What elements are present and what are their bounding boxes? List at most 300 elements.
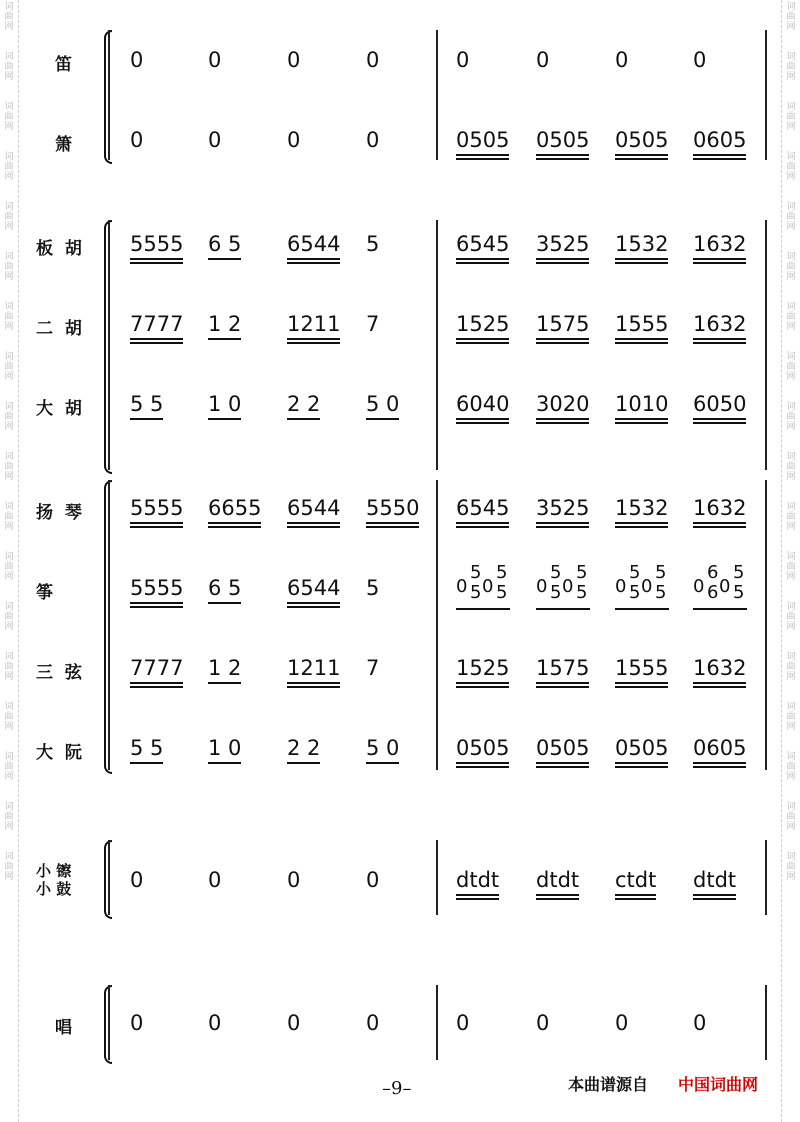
beam-underline [693,608,747,610]
note-group: 1632 [693,312,746,336]
watermark-char: 词 [4,302,14,312]
note-group: 1 0 [208,392,241,416]
watermark-char: 网 [786,322,796,332]
note-group: 1 2 [208,656,241,680]
beam-underline [615,762,668,764]
zheng-note: 5 [496,582,508,603]
watermark-char: 词 [786,202,796,212]
watermark-char: 曲 [786,312,796,322]
note-group: 0 [615,1011,629,1035]
note-group: 1575 [536,312,589,336]
note-group: 6040 [456,392,509,416]
beam-underline [287,522,340,524]
watermark-char: 网 [786,622,796,632]
beam-underline [456,342,509,344]
beam-underline [287,526,340,528]
note-group: 3020 [536,392,589,416]
beam-underline [456,154,509,156]
beam-underline [615,342,668,344]
note-group: 1211 [287,312,340,336]
beam-underline [456,682,509,684]
beam-underline [366,526,419,528]
watermark-char: 词 [786,552,796,562]
note-group: 5 0 [366,392,399,416]
watermark-char: 曲 [4,262,14,272]
watermark-char: 网 [786,822,796,832]
measure-barline [436,220,438,470]
zheng-note: 5 [733,582,745,603]
beam-underline [693,526,746,528]
beam-underline [456,158,509,160]
note-group: 5 [366,576,380,600]
watermark-char: 网 [786,272,796,282]
note-group: dtdt [693,868,736,892]
beam-underline [615,522,668,524]
watermark-char: 网 [786,722,796,732]
note-group: 5555 [130,576,183,600]
beam-underline [693,342,746,344]
watermark-char: 网 [4,472,14,482]
note-group: 0 [287,128,301,152]
note-group: 0 [130,128,144,152]
instrument-label: 二 胡 [36,319,82,339]
watermark-char: 网 [4,122,14,132]
watermark-char: 网 [4,222,14,232]
beam-underline [456,422,509,424]
measure-barline [436,30,438,160]
watermark-char: 词 [4,652,14,662]
system-end-barline [765,840,767,915]
note-group: 0 [693,48,707,72]
note-group: 5550 [366,496,419,520]
watermark-char: 曲 [786,762,796,772]
note-group: 0 [208,868,222,892]
instrument-label: 大 阮 [36,743,82,763]
watermark-char: 词 [786,352,796,362]
zheng-chord [536,564,596,610]
watermark-char: 曲 [4,462,14,472]
instrument-label: 扬 琴 [36,503,82,523]
beam-underline [287,682,340,684]
watermark-char: 词 [4,2,14,12]
beam-underline [615,258,668,260]
note-group: 0 [456,1011,470,1035]
instrument-label: 板 胡 [36,239,82,259]
beam-underline [130,762,163,764]
beam-underline [287,262,340,264]
watermark-char: 曲 [786,562,796,572]
beam-underline [287,258,340,260]
watermark-char: 词 [786,102,796,112]
watermark-char: 曲 [786,112,796,122]
beam-underline [615,418,668,420]
zheng-note: 5 [629,582,641,603]
system-end-barline [765,480,767,770]
beam-underline [208,418,241,420]
watermark-char: 网 [4,672,14,682]
note-group: 0 [208,128,222,152]
beam-underline [456,762,509,764]
watermark-char: 曲 [4,662,14,672]
beam-underline [130,418,163,420]
note-group: 0 [366,128,380,152]
note-group: 7777 [130,656,183,680]
watermark-char: 词 [786,402,796,412]
watermark-char: 曲 [4,862,14,872]
note-group: 2 2 [287,392,320,416]
note-group: 0 [287,868,301,892]
watermark-char: 网 [786,472,796,482]
beam-underline [693,418,746,420]
zheng-note: 5 [576,582,588,603]
watermark-char: 曲 [786,512,796,522]
beam-underline [693,338,746,340]
note-group: 0505 [615,128,668,152]
watermark-char: 词 [4,752,14,762]
beam-underline [536,154,589,156]
zheng-note: 0 [615,576,627,597]
note-group: 5 [366,232,380,256]
note-group: 6544 [287,576,340,600]
note-group: 1 0 [208,736,241,760]
instrument-label: 唱 [55,1018,72,1038]
beam-underline [536,262,589,264]
watermark-char: 曲 [4,12,14,22]
note-group: 7 [366,656,380,680]
zheng-note: 5 [550,562,562,583]
note-group: 1632 [693,496,746,520]
watermark-char: 曲 [4,112,14,122]
zheng-note: 5 [576,562,588,583]
beam-underline [693,258,746,260]
beam-underline [615,894,656,896]
beam-underline [366,762,399,764]
zheng-note: 5 [470,562,482,583]
beam-underline [287,338,340,340]
note-group: 6050 [693,392,746,416]
watermark-char: 曲 [786,212,796,222]
zheng-note: 5 [550,582,562,603]
note-group: 0505 [456,128,509,152]
beam-underline [456,338,509,340]
watermark-char: 网 [786,72,796,82]
watermark-char: 网 [4,272,14,282]
beam-underline [130,602,183,604]
zheng-note: 5 [629,562,641,583]
watermark-char: 词 [786,852,796,862]
watermark-char: 词 [4,202,14,212]
zheng-note: 0 [536,576,548,597]
note-group: 5 5 [130,392,163,416]
watermark-char: 网 [4,322,14,332]
note-group: 1555 [615,656,668,680]
instrument-label: 小 镲 小 鼓 [36,862,72,898]
watermark-char: 词 [4,352,14,362]
beam-underline [615,154,668,156]
beam-underline [615,262,668,264]
watermark-char: 网 [4,572,14,582]
system-start-barline [108,30,110,160]
beam-underline [130,338,183,340]
beam-underline [615,766,668,768]
watermark-char: 网 [786,222,796,232]
watermark-char: 网 [786,22,796,32]
watermark-char: 词 [786,52,796,62]
note-group: 1532 [615,232,668,256]
instrument-label: 大 胡 [36,399,82,419]
watermark-char: 网 [4,722,14,732]
beam-underline [615,686,668,688]
beam-underline [456,258,509,260]
note-group: 6545 [456,232,509,256]
beam-underline [536,686,589,688]
watermark-char: 网 [786,572,796,582]
watermark-char: 词 [786,752,796,762]
beam-underline [366,418,399,420]
beam-underline [287,342,340,344]
note-group: 5 0 [366,736,399,760]
beam-underline [130,258,183,260]
note-group: 6545 [456,496,509,520]
note-group: 1525 [456,312,509,336]
watermark-char: 网 [4,822,14,832]
zheng-note: 0 [693,576,705,597]
beam-underline [208,602,241,604]
beam-underline [615,338,668,340]
watermark-char: 网 [786,772,796,782]
watermark-char: 词 [786,602,796,612]
note-group: 1 2 [208,312,241,336]
watermark-char: 网 [4,522,14,532]
beam-underline [536,682,589,684]
note-group: 6655 [208,496,261,520]
watermark-char: 网 [786,872,796,882]
watermark-char: 词 [786,2,796,12]
note-group: 0 [615,48,629,72]
note-group: 3525 [536,496,589,520]
note-group: 0505 [536,736,589,760]
source-note: 本曲谱源自 [568,1075,649,1094]
beam-underline [130,606,183,608]
note-group: 0505 [456,736,509,760]
watermark-char: 网 [4,372,14,382]
watermark-char: 曲 [4,612,14,622]
beam-underline [536,338,589,340]
beam-underline [208,526,261,528]
instrument-label: 筝 [36,583,53,603]
beam-underline [456,898,499,900]
note-group: 5 5 [130,736,163,760]
beam-underline [536,526,589,528]
beam-underline [456,262,509,264]
note-group: 0 [366,48,380,72]
beam-underline [615,526,668,528]
watermark-char: 曲 [786,62,796,72]
beam-underline [130,262,183,264]
beam-underline [287,418,320,420]
zheng-chord [615,564,675,610]
watermark-char: 词 [4,52,14,62]
watermark-char: 词 [4,152,14,162]
beam-underline [456,766,509,768]
beam-underline [693,158,746,160]
zheng-note: 0 [641,576,653,597]
beam-underline [536,418,589,420]
beam-underline [693,894,736,896]
watermark-char: 网 [4,772,14,782]
note-group: 0 [536,48,550,72]
note-group: 6 5 [208,576,241,600]
note-group: 5555 [130,496,183,520]
note-group: 1632 [693,656,746,680]
instrument-label: 三 弦 [36,663,82,683]
beam-underline [693,422,746,424]
beam-underline [130,522,183,524]
zheng-note: 6 [707,562,719,583]
watermark-char: 网 [4,72,14,82]
watermark-char: 网 [4,22,14,32]
note-group: 0 [536,1011,550,1035]
zheng-note: 0 [456,576,468,597]
note-group: 1632 [693,232,746,256]
beam-underline [456,522,509,524]
zheng-note: 0 [482,576,494,597]
watermark-char: 词 [786,802,796,812]
watermark-char: 曲 [4,412,14,422]
beam-underline [456,418,509,420]
note-group: 0505 [536,128,589,152]
watermark-char: 曲 [4,512,14,522]
note-group: 0 [208,1011,222,1035]
zheng-note: 5 [470,582,482,603]
beam-underline [693,154,746,156]
watermark-char: 网 [786,672,796,682]
beam-underline [615,608,669,610]
watermark-char: 曲 [786,12,796,22]
watermark-char: 曲 [786,462,796,472]
note-group: 0 [366,1011,380,1035]
note-group: 0 [130,48,144,72]
note-group: 0 [456,48,470,72]
watermark-char: 网 [4,172,14,182]
beam-underline [456,526,509,528]
note-group: 1211 [287,656,340,680]
note-group: dtdt [536,868,579,892]
watermark-char: 曲 [4,362,14,372]
watermark-char: 词 [4,802,14,812]
watermark-char: 网 [786,372,796,382]
note-group: 1532 [615,496,668,520]
note-group: 0 [366,868,380,892]
note-group: 3525 [536,232,589,256]
beam-underline [536,422,589,424]
page-number: –9– [382,1078,412,1099]
watermark-char: 曲 [786,162,796,172]
watermark-char: 词 [4,502,14,512]
system-start-barline [108,840,110,915]
watermark-char: 词 [4,252,14,262]
beam-underline [536,522,589,524]
zheng-chord [456,564,516,610]
note-group: 0605 [693,128,746,152]
beam-underline [615,898,656,900]
watermark-char: 词 [4,452,14,462]
beam-underline [208,682,241,684]
source-site-link[interactable]: 中国词曲网 [678,1075,759,1094]
measure-barline [436,985,438,1060]
beam-underline [208,338,241,340]
watermark-char: 曲 [4,712,14,722]
note-group: 5555 [130,232,183,256]
note-group: dtdt [456,868,499,892]
watermark-char: 网 [4,422,14,432]
watermark-char: 网 [786,422,796,432]
beam-underline [130,342,183,344]
watermark-char: 词 [786,702,796,712]
measure-barline [436,480,438,770]
beam-underline [287,686,340,688]
note-group: 0 [130,868,144,892]
beam-underline [615,682,668,684]
beam-underline [208,762,241,764]
note-group: 0 [287,1011,301,1035]
watermark-char: 曲 [4,62,14,72]
system-end-barline [765,985,767,1060]
beam-underline [536,762,589,764]
measure-barline [436,840,438,915]
beam-underline [366,522,419,524]
zheng-note: 6 [707,582,719,603]
beam-underline [130,686,183,688]
system-end-barline [765,30,767,160]
beam-underline [536,608,590,610]
note-group: 2 2 [287,736,320,760]
beam-underline [693,766,746,768]
watermark-char: 曲 [4,162,14,172]
beam-underline [536,766,589,768]
watermark-char: 词 [786,152,796,162]
watermark-char: 词 [786,502,796,512]
zheng-note: 5 [496,562,508,583]
instrument-label: 箫 [55,135,72,155]
note-group: 7777 [130,312,183,336]
beam-underline [208,258,241,260]
watermark-char: 曲 [786,612,796,622]
watermark-char: 曲 [4,312,14,322]
watermark-char: 词 [4,552,14,562]
beam-underline [456,894,499,896]
watermark-char: 词 [786,252,796,262]
beam-underline [456,608,510,610]
beam-underline [693,762,746,764]
zheng-note: 0 [562,576,574,597]
beam-underline [287,606,340,608]
watermark-char: 词 [4,402,14,412]
beam-underline [536,158,589,160]
note-group: 1575 [536,656,589,680]
note-group: 0 [208,48,222,72]
beam-underline [456,686,509,688]
note-group: 0 [287,48,301,72]
zheng-note: 0 [719,576,731,597]
note-group: 6 5 [208,232,241,256]
beam-underline [693,522,746,524]
watermark-char: 网 [786,172,796,182]
watermark-char: 曲 [786,812,796,822]
note-group: 0605 [693,736,746,760]
watermark-char: 曲 [4,212,14,222]
beam-underline [287,762,320,764]
